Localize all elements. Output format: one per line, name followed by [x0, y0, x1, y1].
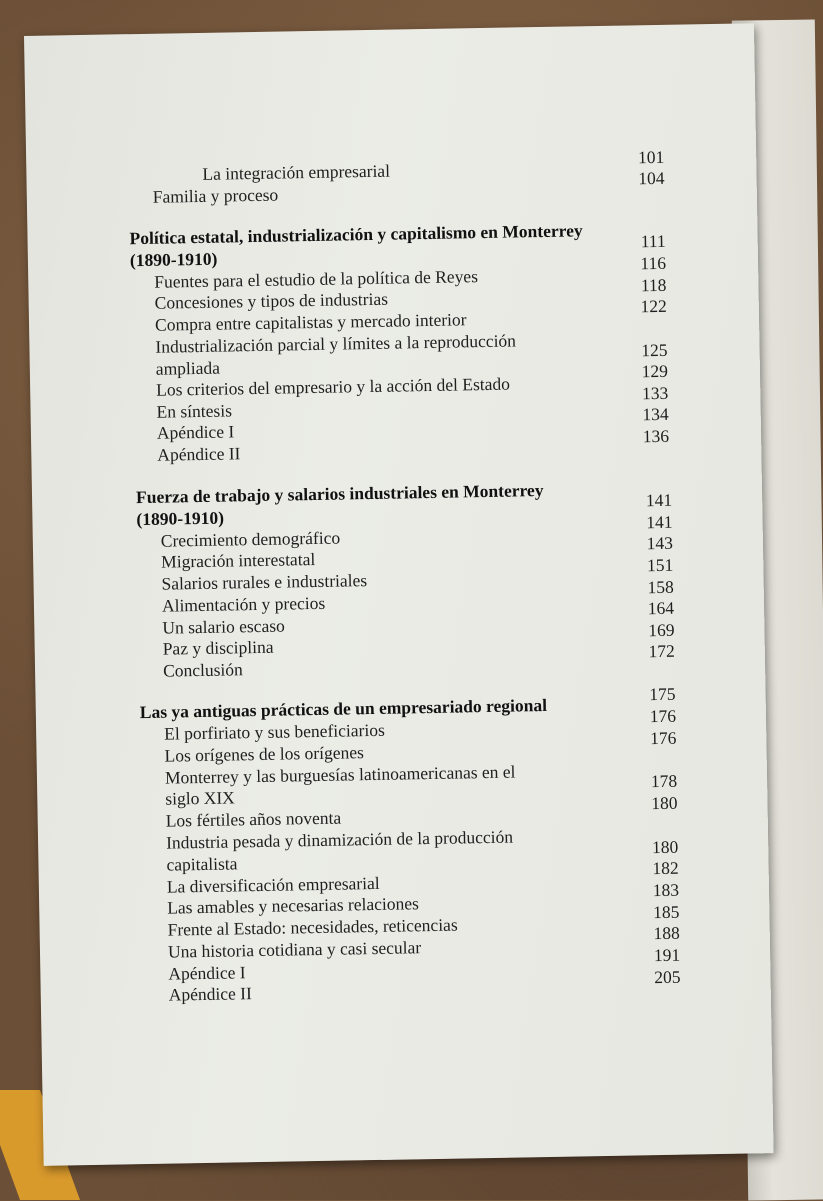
page-number: 178 [650, 770, 678, 792]
page-number: 180 [651, 836, 679, 858]
toc-entry: Monterrey y las burguesías latinoamericanas en el [164, 761, 516, 788]
toc-entry: capitalista [166, 853, 238, 875]
page-number: 180 [651, 792, 678, 814]
toc-entry: Salarios rurales e industriales [161, 570, 368, 594]
toc-chapter-title: (1890-1910) [136, 507, 225, 530]
page-number: 188 [653, 922, 680, 944]
toc-entry: La diversificación empresarial [166, 872, 380, 897]
toc-entry: Crecimiento demográfico [160, 527, 341, 551]
page-number: 122 [640, 295, 667, 317]
toc-entry: Apéndice I [156, 421, 235, 443]
page-number: 111 [640, 230, 666, 252]
page-number: 125 [641, 339, 668, 361]
page-number: 118 [640, 274, 667, 296]
toc-chapter-title: Fuerza de trabajo y salarios industriales en Monterrey [135, 480, 544, 508]
toc-entry: Alimentación y precios [161, 592, 326, 616]
page-number: 136 [642, 425, 670, 447]
toc-entry: Frente al Estado: necesidades, reticencias [167, 914, 458, 940]
page-number: 183 [652, 879, 680, 901]
toc-entry: Paz y disciplina [162, 636, 274, 659]
page-number: 191 [653, 944, 681, 966]
toc-entry: La integración empresarial [202, 160, 391, 184]
page-number: 141 [646, 511, 673, 533]
toc-entry: Las amables y necesarias relaciones [167, 893, 420, 918]
page-number: 143 [646, 532, 674, 554]
toc-entry: Los orígenes de los orígenes [164, 742, 364, 766]
toc-entry: Industrialización parcial y límites a la reproducción [155, 330, 517, 357]
toc-entry: Un salario escaso [162, 615, 285, 638]
page-number: 185 [652, 901, 680, 923]
toc-entry: Migración interestatal [161, 548, 316, 572]
toc-entry: ampliada [155, 357, 221, 379]
page-number: 182 [652, 857, 679, 879]
toc-entry: Los criterios del empresario y la acción del Estado [156, 373, 511, 400]
page-number: 133 [641, 382, 669, 404]
page-number: 175 [649, 683, 676, 705]
toc-entry: Apéndice II [157, 443, 241, 465]
page-number: 172 [648, 640, 676, 662]
page-number: 169 [648, 619, 675, 641]
toc-entry: Apéndice I [168, 962, 246, 984]
toc-entry: siglo XIX [165, 787, 236, 809]
toc-entry: Los fértiles años noventa [165, 807, 342, 831]
toc-entry: Apéndice II [168, 983, 253, 1005]
toc-chapter-title: Política estatal, industrialización y capitalismo en Monterrey [129, 220, 583, 249]
toc-chapter-title: Las ya antiguas prácticas de un empresariado regional [139, 694, 548, 723]
toc-entry: Fuentes para el estudio de la política de Reyes [154, 266, 479, 292]
page-number: 164 [647, 597, 675, 619]
toc-entry: Compra entre capitalistas y mercado interior [154, 309, 467, 335]
page-number: 158 [647, 576, 674, 598]
page-number: 176 [649, 727, 677, 749]
toc-entry: El porfiriato y sus beneficiarios [164, 719, 385, 744]
page-number: 134 [642, 403, 669, 425]
table-of-contents [24, 23, 774, 1166]
page-number: 141 [645, 489, 673, 511]
toc-entry: Una historia cotidiana y casi secular [167, 937, 422, 962]
page-number: 101 [637, 146, 665, 168]
page-number: 116 [640, 252, 667, 274]
page-number: 176 [649, 705, 677, 727]
toc-entry: Concesiones y tipos de industrias [154, 288, 389, 313]
toc-entry: Familia y proceso [152, 184, 279, 207]
page-number: 205 [654, 966, 681, 988]
page-number: 151 [646, 554, 674, 576]
toc-chapter-title: (1890-1910) [129, 248, 218, 271]
toc-entry: Conclusión [162, 659, 243, 681]
page-number: 129 [641, 360, 669, 382]
page-number: 104 [638, 167, 665, 189]
book-page [24, 23, 774, 1166]
toc-entry: Industria pesada y dinamización de la producción [165, 826, 514, 853]
toc-entry: En síntesis [156, 400, 233, 422]
